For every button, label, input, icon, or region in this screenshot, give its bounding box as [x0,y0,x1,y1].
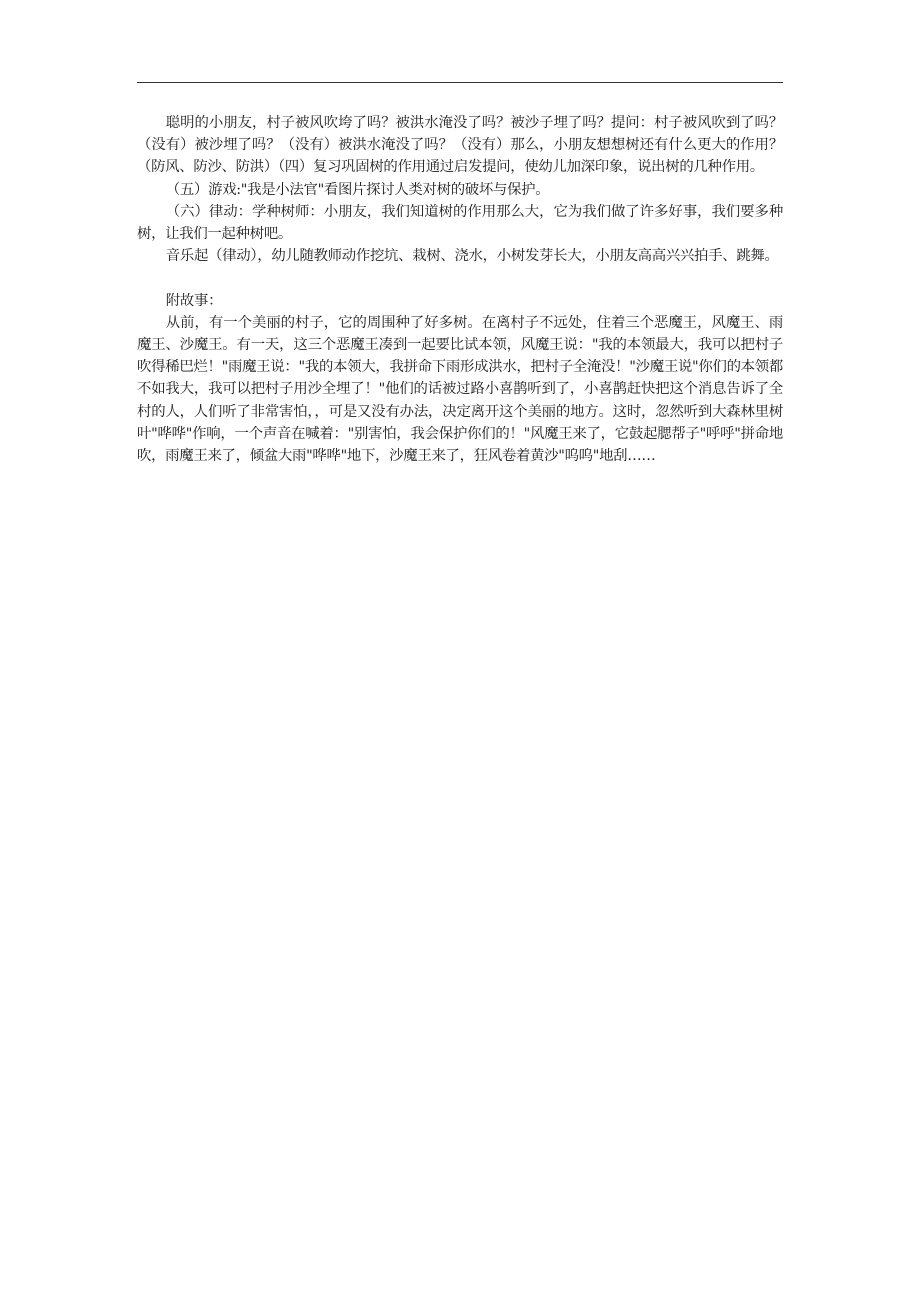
paragraph-story: 从前，有一个美丽的村子，它的周围种了好多树。在离村子不远处，住着三个恶魔王，风魔王、雨魔王、沙魔王。有一天，这三个恶魔王凑到一起要比试本领，风魔王说："我的本领最大，我可以把村子吹得稀巴烂！"雨魔王说："我的本领大，我拼命下雨形成洪水，把村子全淹没！"沙魔王说"你们的本领都不如我大，我可以把村子用沙全埋了！"他们的话被过路小喜鹊听到了，小喜鹊赶快把这个消息告诉了全村的人，人们听了非常害怕，，可是又没有办法，决定离开这个美丽的地方。这时，忽然听到大森林里树叶"哗哗"作响，一个声音在喊着："别害怕，我会保护你们的！"风魔王来了，它鼓起腮帮子"呼呼"拼命地吹，雨魔王来了，倾盆大雨"哗哗"地下，沙魔王来了，狂风卷着黄沙"呜呜"地刮…… [137,314,783,465]
paragraph-questions: 聪明的小朋友，村子被风吹垮了吗？被洪水淹没了吗？被沙子埋了吗？提问：村子被风吹到了吗？（没有）被沙埋了吗？（没有）被洪水淹没了吗？（没有）那么，小朋友想想树还有什么更大的作用？（防风、防沙、防洪）（四）复习巩固树的作用通过启发提问，使幼儿加深印象，说出树的几种作用。 [137,115,783,176]
paragraph-game: （五）游戏:"我是小法官"看图片探讨人类对树的破坏与保护。 [165,181,550,198]
document-body [137,112,783,467]
paragraph-music: 音乐起（律动），幼儿随教师动作挖坑、栽树、浇水，小树发芽长大，小朋友高高兴兴拍手、跳舞。 [165,248,779,265]
blank-line [137,267,783,289]
paragraph-rhythm: （六）律动：学种树师：小朋友，我们知道树的作用那么大，它为我们做了许多好事，我们要多种树，让我们一起种树吧。 [137,203,783,243]
appendix-heading: 附故事： [165,292,223,309]
header-rule [137,82,783,83]
